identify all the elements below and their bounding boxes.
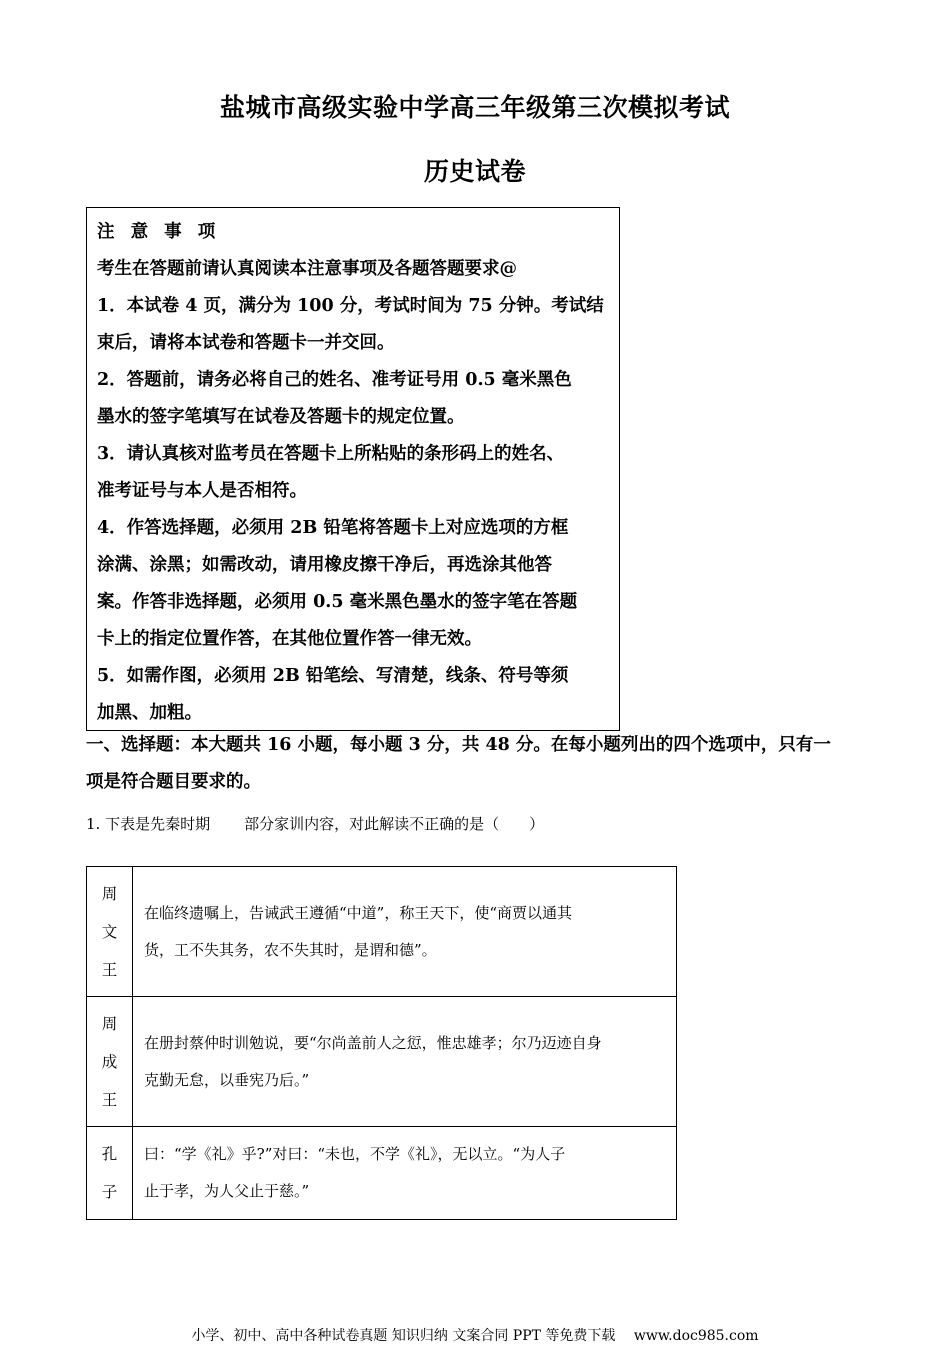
table-content-cell: 在册封蔡仲时训勉说，要“尔尚盖前人之愆，惟忠雄孝；尔乃迈迹自身 克勤无怠，以垂宪乃后。” — [133, 997, 677, 1127]
notice-line: 束后，请将本试卷和答题卡一并交回。 — [97, 333, 395, 353]
notice-line: 4．作答选择题，必须用 2B 铅笔将答题卡上对应选项的方框 — [97, 518, 569, 538]
table-row — [87, 997, 677, 1127]
notice-line: 准考证号与本人是否相符。 — [97, 481, 307, 501]
notice-line: 卡上的指定位置作答，在其他位置作答一律无效。 — [97, 629, 482, 649]
notice-box — [86, 207, 620, 731]
section-heading-cont: 项是符合题目要求的。 — [86, 772, 261, 792]
table-row — [87, 867, 677, 997]
table-name-cell: 周 文 王 — [87, 867, 133, 997]
question-1-stem — [86, 810, 544, 838]
notice-line: 1．本试卷 4 页，满分为 100 分，考试时间为 75 分钟。考试结 — [97, 296, 604, 316]
table-row — [87, 1127, 677, 1220]
notice-line: 加黑、加粗。 — [97, 703, 202, 723]
page-footer: 小学、初中、高中各种试卷真题 知识归纳 文案合同 PPT 等免费下载 www.doc985.com — [191, 1328, 759, 1344]
notice-line: 案。作答非选择题，必须用 0.5 毫米黑色墨水的签字笔在答题 — [97, 592, 578, 612]
notice-line: 3．请认真核对监考员在答题卡上所粘贴的条形码上的姓名、 — [97, 444, 565, 464]
notice-line: 5．如需作图，必须用 2B 铅笔绘、写清楚，线条、符号等须 — [97, 666, 569, 686]
question-1-text: 1. 下表是先秦时期 — [86, 815, 211, 833]
table-content-cell: 曰：“学《礼》乎?”对曰：“未也，不学《礼》，无以立。“为人子 止于孝，为人父止于慈。” — [133, 1127, 677, 1220]
table-content-cell: 在临终遗嘱上，告诫武王遵循“中道”，称王天下，使“商贾以通其 货，工不失其务，农不失其时，是谓和德”。 — [133, 867, 677, 997]
family-instructions-table — [86, 866, 677, 1220]
notice-heading: 注 意 事 项 — [97, 222, 221, 242]
question-1-text: 部分家训内容，对此解读不正确的是（ ） — [244, 815, 545, 833]
table-name-cell: 孔 子 — [87, 1127, 133, 1220]
notice-line: 涂满、涂黑；如需改动，请用橡皮擦干净后，再选涂其他答 — [97, 555, 552, 575]
exam-title: 盐城市高级实验中学高三年级第三次模拟考试 — [219, 93, 730, 122]
notice-line: 墨水的签字笔填写在试卷及答题卡的规定位置。 — [97, 407, 465, 427]
table-name-cell: 周 成 王 — [87, 997, 133, 1127]
notice-line: 2．答题前，请务必将自己的姓名、准考证号用 0.5 毫米黑色 — [97, 370, 572, 390]
notice-line: 考生在答题前请认真阅读本注意事项及各题答题要求@ — [97, 259, 517, 279]
section-heading: 一、选择题：本大题共 16 小题，每小题 3 分，共 48 分。在每小题列出的四个选项中，只有一 — [86, 735, 831, 755]
exam-subtitle: 历史试卷 — [423, 157, 526, 186]
